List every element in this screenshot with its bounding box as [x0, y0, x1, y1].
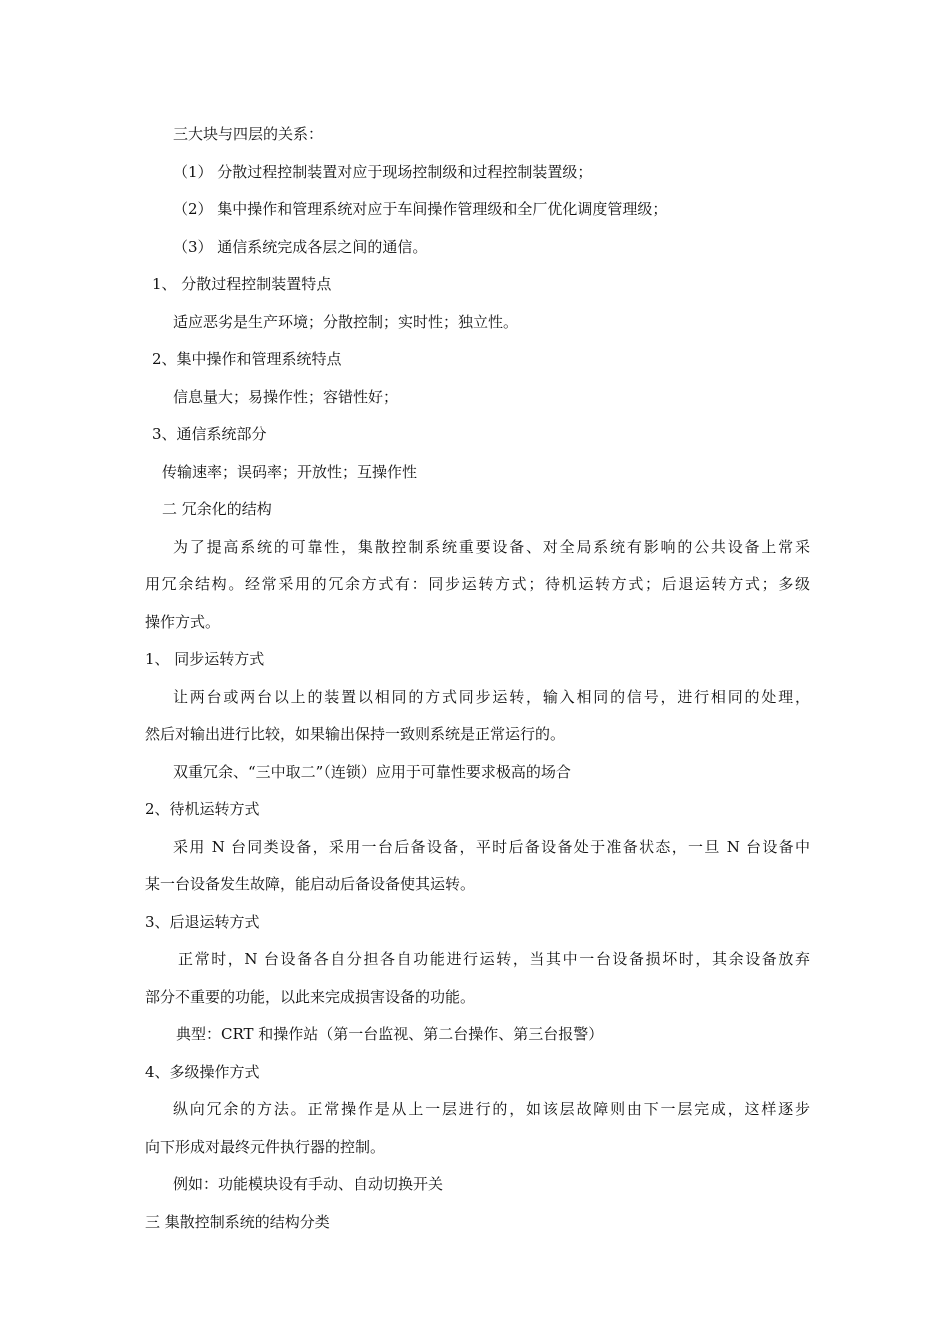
paragraph-line: 为了提高系统的可靠性，集散控制系统重要设备、对全局系统有影响的公共设备上常采 — [173, 538, 810, 556]
paragraph-line: 双重冗余、“三中取二”（连锁）应用于可靠性要求极高的场合 — [173, 763, 571, 781]
section-heading: 1、 分散过程控制装置特点 — [152, 275, 332, 293]
paragraph-line: 操作方式。 — [145, 613, 221, 631]
paragraph-line: 例如：功能模块设有手动、自动切换开关 — [173, 1175, 444, 1193]
paragraph-line: 让两台或两台以上的装置以相同的方式同步运转，输入相同的信号，进行相同的处理， — [173, 688, 810, 706]
section-heading: 3、通信系统部分 — [152, 425, 267, 443]
text-line: 信息量大；易操作性；容错性好； — [173, 388, 399, 406]
section-heading: 2、待机运转方式 — [145, 800, 260, 818]
section-heading: 2、集中操作和管理系统特点 — [152, 350, 342, 368]
text-line: （1） 分散过程控制装置对应于现场控制级和过程控制装置级； — [173, 163, 593, 181]
text-line: 传输速率；误码率；开放性；互操作性 — [162, 463, 418, 481]
paragraph-line: 纵向冗余的方法。正常操作是从上一层进行的，如该层故障则由下一层完成，这样逐步 — [173, 1100, 810, 1118]
paragraph-line: 向下形成对最终元件执行器的控制。 — [145, 1138, 386, 1156]
paragraph-line: 正常时，N 台设备各自分担各自功能进行运转，当其中一台设备损坏时，其余设备放弃 — [178, 950, 810, 968]
text-line: （2） 集中操作和管理系统对应于车间操作管理级和全厂优化调度管理级； — [173, 200, 668, 218]
paragraph-line: 部分不重要的功能，以此来完成损害设备的功能。 — [145, 988, 476, 1006]
paragraph-line: 然后对输出进行比较，如果输出保持一致则系统是正常运行的。 — [145, 725, 566, 743]
text-line: 适应恶劣是生产环境；分散控制；实时性；独立性。 — [173, 313, 519, 331]
paragraph-line: 采用 N 台同类设备，采用一台后备设备，平时后备设备处于准备状态，一旦 N 台设备中 — [173, 838, 810, 856]
paragraph-line: 某一台设备发生故障，能启动后备设备使其运转。 — [145, 875, 476, 893]
paragraph-line: 典型：CRT 和操作站（第一台监视、第二台操作、第三台报警） — [176, 1025, 604, 1043]
text-line: （3） 通信系统完成各层之间的通信。 — [173, 238, 428, 256]
text-line: 三大块与四层的关系： — [173, 125, 324, 143]
section-heading: 4、多级操作方式 — [145, 1063, 260, 1081]
chapter-heading: 二 冗余化的结构 — [162, 500, 272, 518]
paragraph-line: 用冗余结构。经常采用的冗余方式有：同步运转方式；待机运转方式；后退运转方式；多级 — [145, 575, 810, 593]
chapter-heading: 三 集散控制系统的结构分类 — [145, 1213, 330, 1231]
section-heading: 3、后退运转方式 — [145, 913, 260, 931]
section-heading: 1、 同步运转方式 — [145, 650, 265, 668]
